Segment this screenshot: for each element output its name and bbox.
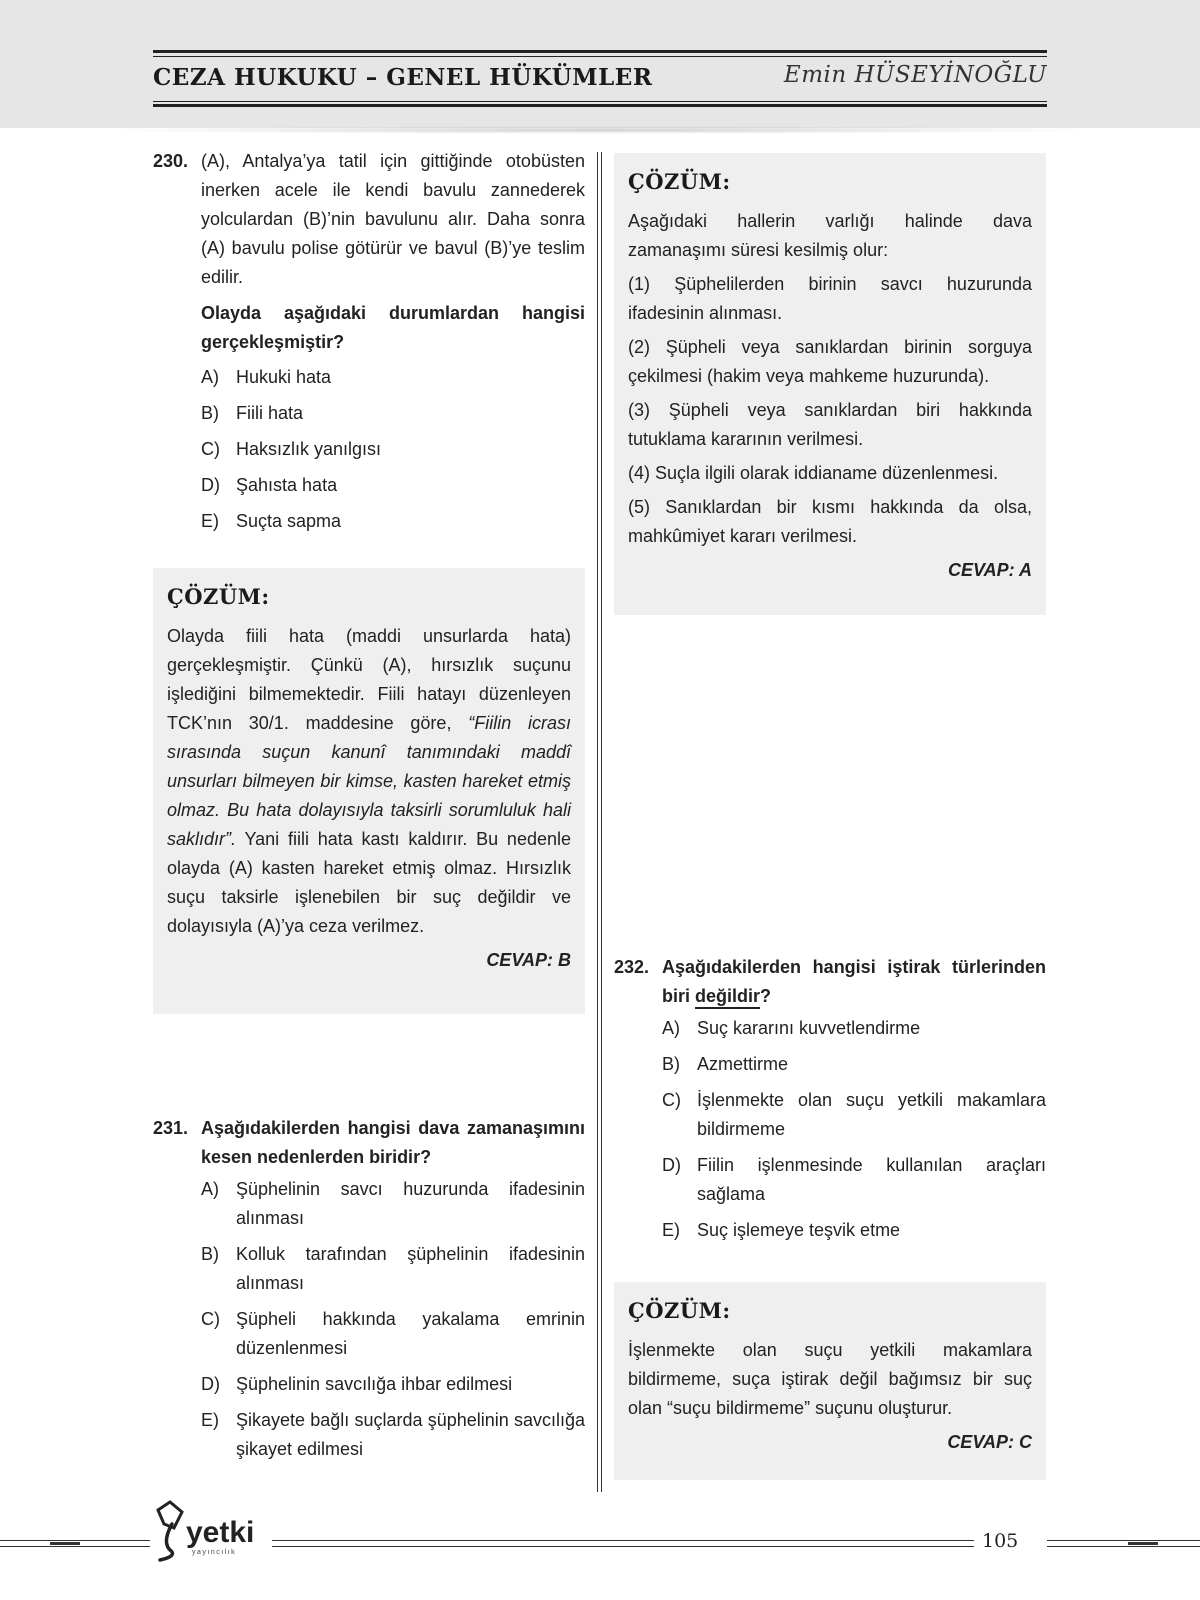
- footer-rule-left-2: [0, 1546, 150, 1547]
- option-e[interactable]: E) Şikayete bağlı suçlarda şüphelinin savcılığa şikayet edilmesi: [201, 1410, 585, 1459]
- column-divider: [597, 152, 602, 1492]
- options-list: [201, 363, 585, 536]
- question-prompt: Aşağıdakilerden hangisi iştirak türlerinden biri değildir?: [662, 957, 1046, 1006]
- option-d[interactable]: D) Şüphelinin savcılığa ihbar edilmesi: [201, 1374, 513, 1394]
- header-shadow: [90, 126, 1110, 134]
- option-a[interactable]: A) Suç kararını kuvvetlendirme: [662, 1018, 921, 1038]
- publisher-logo: [152, 1494, 272, 1564]
- solution-title: ÇÖZÜM:: [628, 1298, 731, 1323]
- option-e[interactable]: E) Suçta sapma: [201, 511, 342, 531]
- footer-rule-right: [1047, 1540, 1200, 1541]
- question-232: [614, 953, 1046, 1252]
- option-b[interactable]: B) Fiili hata: [201, 403, 304, 423]
- footer-rule-center: [272, 1540, 974, 1541]
- page-number: 105: [982, 1530, 1019, 1552]
- options-list: [201, 1175, 585, 1464]
- author-name: Emin HÜSEYİNOĞLU: [783, 62, 1047, 88]
- question-number: 230.: [153, 151, 189, 171]
- footer-rule-left: [0, 1540, 150, 1541]
- solution-title: ÇÖZÜM:: [167, 584, 270, 609]
- option-b[interactable]: B) Azmettirme: [662, 1054, 789, 1074]
- solution-item: (5) Sanıklardan bir kısmı hakkında da olsa, mahkûmiyet kararı verilmesi.: [628, 497, 1032, 546]
- answer-label: CEVAP: C: [947, 1432, 1032, 1452]
- option-c[interactable]: C) Şüpheli hakkında yakalama emrinin düzenlenmesi: [201, 1309, 585, 1358]
- question-number: 231.: [153, 1118, 189, 1138]
- solution-text: Olayda fiili hata (maddi unsurlarda hata) gerçekleşmiştir. Çünkü (A), hırsızlık suçunu işlediğini bilmemektedir. Fiili hatayı düzenleyen TCK’nın 30/1. maddesine göre, “Fiilin icrası sırasında suçun kanunî tanımındaki maddî unsurları bilmeyen bir kimse, kasten hareket etmiş olmaz. Bu hata dolayısıyla taksirli sorumluluk hali saklıdır”. Yani fiili hata kastı kaldırır. Bu nedenle olayda (A) kasten hareket etmiş olmaz. Hırsızlık suçu taksirle işlenebilen bir suç değildir ve dolayısıyla (A)’ya ceza verilmez.: [167, 626, 571, 936]
- solution-item: (4) Suçla ilgili olarak iddianame düzenlenmesi.: [628, 463, 999, 483]
- solution-title: ÇÖZÜM:: [628, 169, 731, 194]
- question-prompt: Olayda aşağıdaki durumlardan hangisi gerçekleşmiştir?: [201, 303, 585, 352]
- book-title: CEZA HUKUKU – GENEL HÜKÜMLER: [153, 64, 653, 91]
- question-prompt: Aşağıdakilerden hangisi dava zamanaşımını kesen nedenlerden biridir?: [201, 1118, 585, 1167]
- solution-text: İşlenmekte olan suçu yetkili makamlara bildirmeme, suça iştirak değil bağımsız bir suç olan “suçu bildirmeme” suçunu oluşturur.: [628, 1340, 1032, 1418]
- header-rule-bottom-thin: [153, 101, 1047, 102]
- answer-label: CEVAP: B: [486, 950, 571, 970]
- question-stem: (A), Antalya’ya tatil için gittiğinde otobüsten inerken acele ile kendi bavulu zannederek yolculardan (B)’nin bavulunu alır. Daha sonra (A) bavulu polise götürür ve bavul (B)’ye teslim edilir.: [201, 151, 585, 287]
- option-e[interactable]: E) Suç işlemeye teşvik etme: [662, 1220, 901, 1240]
- solution-item: (3) Şüpheli veya sanıklardan biri hakkında tutuklama kararının verilmesi.: [628, 400, 1032, 449]
- option-a[interactable]: A) Şüphelinin savcı huzurunda ifadesinin alınması: [201, 1179, 585, 1228]
- solution-231: [614, 153, 1046, 615]
- footer-rule-right-2: [1047, 1546, 1200, 1547]
- header-rule-bottom: [153, 104, 1047, 107]
- solution-232: [614, 1282, 1046, 1480]
- solution-230: [153, 568, 585, 1014]
- solution-item: (2) Şüpheli veya sanıklardan birinin sorguya çekilmesi (hakim veya mahkeme huzurunda).: [628, 337, 1032, 386]
- logo-wordmark: yetki: [186, 1516, 255, 1549]
- footer-accent-right: [1128, 1542, 1158, 1545]
- footer-rule-center-2: [272, 1546, 974, 1547]
- options-list: [662, 1014, 1046, 1245]
- option-b[interactable]: B) Kolluk tarafından şüphelinin ifadesinin alınması: [201, 1244, 585, 1293]
- solution-item: (1) Şüphelilerden birinin savcı huzurunda ifadesinin alınması.: [628, 274, 1032, 323]
- option-d[interactable]: D) Şahısta hata: [201, 475, 338, 495]
- question-231: [153, 1114, 585, 1471]
- question-number: 232.: [614, 957, 650, 977]
- solution-quote: “Fiilin icrası sırasında suçun kanunî tanımındaki maddî unsurları bilmeyen bir kimse, kasten hareket etmiş olmaz. Bu hata dolayısıyla taksirli sorumluluk hali saklıdır”.: [167, 713, 571, 849]
- logo-subtext: yayıncılık: [192, 1549, 237, 1556]
- header-rule-top: [153, 50, 1047, 53]
- option-d[interactable]: D) Fiilin işlenmesinde kullanılan araçları sağlama: [662, 1155, 1046, 1204]
- question-230: [153, 147, 585, 543]
- publisher-logo-mark: [152, 1494, 272, 1564]
- option-a[interactable]: A) Hukuki hata: [201, 367, 332, 387]
- emphasis-negation: değildir: [695, 986, 761, 1006]
- header-rule-top-thin: [153, 56, 1047, 57]
- footer-accent-left: [50, 1542, 80, 1545]
- answer-label: CEVAP: A: [947, 560, 1032, 580]
- option-c[interactable]: C) Haksızlık yanılgısı: [201, 439, 382, 459]
- solution-intro: Aşağıdaki hallerin varlığı halinde dava zamanaşımı süresi kesilmiş olur:: [628, 211, 1032, 260]
- option-c[interactable]: C) İşlenmekte olan suçu yetkili makamlara bildirmeme: [662, 1090, 1046, 1139]
